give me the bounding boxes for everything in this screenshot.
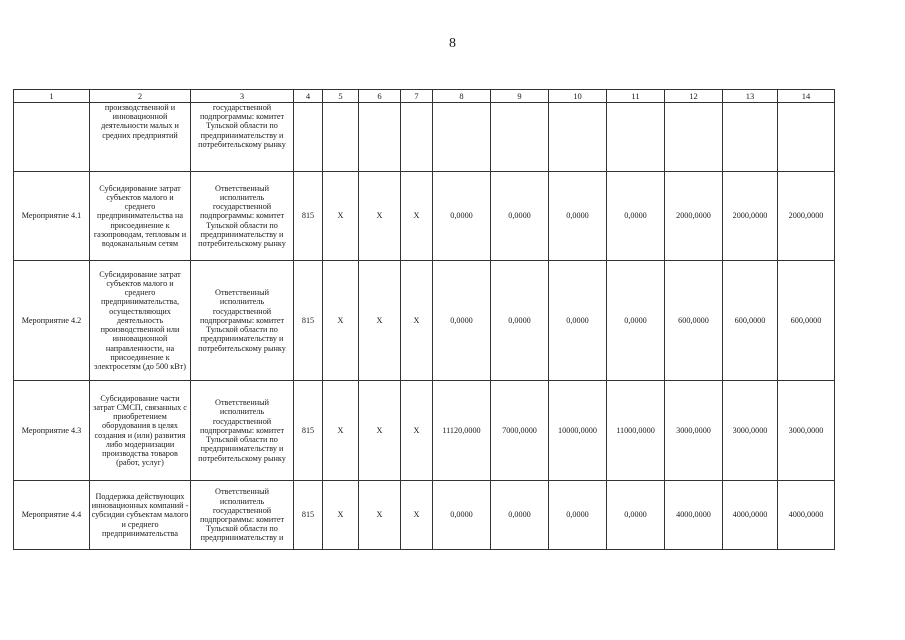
header-cell: 10 bbox=[549, 90, 607, 103]
value-cell bbox=[723, 103, 778, 172]
value-cell: 4000,0000 bbox=[723, 481, 778, 550]
event-cell: Мероприятие 4.4 bbox=[14, 481, 90, 550]
value-cell bbox=[778, 103, 835, 172]
value-cell: 0,0000 bbox=[607, 481, 665, 550]
code-cell: 815 bbox=[294, 481, 323, 550]
x-cell: X bbox=[359, 172, 401, 261]
value-cell: 0,0000 bbox=[549, 261, 607, 381]
value-cell: 11120,0000 bbox=[433, 381, 491, 481]
header-cell: 12 bbox=[665, 90, 723, 103]
value-cell: 0,0000 bbox=[433, 261, 491, 381]
value-cell: 11000,0000 bbox=[607, 381, 665, 481]
code-cell: 815 bbox=[294, 261, 323, 381]
value-cell: 2000,0000 bbox=[723, 172, 778, 261]
table-row bbox=[14, 172, 835, 261]
value-cell bbox=[491, 103, 549, 172]
description-cell: Субсидирование затрат субъектов малого и среднего предпринимательства, осуществляющих деятельность производственной или инновационной направленности, на присоединение к электросетям (до 500 кВт) bbox=[90, 261, 191, 381]
event-cell: Мероприятие 4.2 bbox=[14, 261, 90, 381]
x-cell: X bbox=[323, 481, 359, 550]
value-cell: 10000,0000 bbox=[549, 381, 607, 481]
x-cell: X bbox=[323, 172, 359, 261]
event-cell: Мероприятие 4.1 bbox=[14, 172, 90, 261]
value-cell bbox=[607, 103, 665, 172]
code-cell: 815 bbox=[294, 381, 323, 481]
responsible-cell: Ответственный исполнитель государственной подпрограммы: комитет Тульской области по предпринимательству и потребительскому рынку bbox=[191, 381, 294, 481]
x-cell bbox=[323, 103, 359, 172]
value-cell: 0,0000 bbox=[607, 172, 665, 261]
value-cell: 2000,0000 bbox=[665, 172, 723, 261]
x-cell: X bbox=[359, 381, 401, 481]
description-cell: Субсидирование части затрат СМСП, связанных с приобретением оборудования в целях создания и (или) развития либо модернизации производства товаров (работ, услуг) bbox=[90, 381, 191, 481]
header-cell: 7 bbox=[401, 90, 433, 103]
header-cell: 4 bbox=[294, 90, 323, 103]
x-cell: X bbox=[401, 172, 433, 261]
x-cell: X bbox=[359, 481, 401, 550]
x-cell bbox=[401, 103, 433, 172]
responsible-cell: государственной подпрограммы: комитет Тульской области по предпринимательству и потребительскому рынку bbox=[191, 103, 294, 172]
value-cell: 3000,0000 bbox=[778, 381, 835, 481]
table-row bbox=[14, 381, 835, 481]
value-cell: 600,0000 bbox=[665, 261, 723, 381]
responsible-cell: Ответственный исполнитель государственной подпрограммы: комитет Тульской области по предпринимательству и потребительскому рынку bbox=[191, 172, 294, 261]
event-cell: Мероприятие 4.3 bbox=[14, 381, 90, 481]
header-cell: 3 bbox=[191, 90, 294, 103]
value-cell bbox=[549, 103, 607, 172]
value-cell: 0,0000 bbox=[433, 172, 491, 261]
header-cell: 2 bbox=[90, 90, 191, 103]
header-cell: 6 bbox=[359, 90, 401, 103]
responsible-cell: Ответственный исполнитель государственной подпрограммы: комитет Тульской области по предпринимательству и bbox=[191, 481, 294, 550]
code-cell bbox=[294, 103, 323, 172]
x-cell: X bbox=[401, 481, 433, 550]
header-cell: 1 bbox=[14, 90, 90, 103]
description-cell: Субсидирование затрат субъектов малого и среднего предпринимательства на присоединение к газопроводам, тепловым и водоканальным сетям bbox=[90, 172, 191, 261]
description-cell: производственной и инновационной деятельности малых и средних предприятий bbox=[90, 103, 191, 172]
value-cell: 3000,0000 bbox=[723, 381, 778, 481]
table-row bbox=[14, 481, 835, 550]
header-cell: 9 bbox=[491, 90, 549, 103]
program-table bbox=[13, 89, 835, 550]
value-cell: 0,0000 bbox=[607, 261, 665, 381]
value-cell: 4000,0000 bbox=[778, 481, 835, 550]
x-cell bbox=[359, 103, 401, 172]
header-cell: 13 bbox=[723, 90, 778, 103]
header-cell: 5 bbox=[323, 90, 359, 103]
x-cell: X bbox=[401, 381, 433, 481]
description-cell: Поддержка действующих инновационных компаний - субсидии субъектам малого и среднего предпринимательства bbox=[90, 481, 191, 550]
responsible-cell: Ответственный исполнитель государственной подпрограммы: комитет Тульской области по предпринимательству и потребительскому рынку bbox=[191, 261, 294, 381]
value-cell: 0,0000 bbox=[491, 261, 549, 381]
event-cell bbox=[14, 103, 90, 172]
value-cell: 4000,0000 bbox=[665, 481, 723, 550]
value-cell: 600,0000 bbox=[723, 261, 778, 381]
x-cell: X bbox=[359, 261, 401, 381]
page-number: 8 bbox=[449, 36, 456, 51]
value-cell: 7000,0000 bbox=[491, 381, 549, 481]
value-cell: 0,0000 bbox=[491, 172, 549, 261]
code-cell: 815 bbox=[294, 172, 323, 261]
table-row bbox=[14, 103, 835, 172]
value-cell: 2000,0000 bbox=[778, 172, 835, 261]
table-row bbox=[14, 261, 835, 381]
value-cell: 3000,0000 bbox=[665, 381, 723, 481]
value-cell: 0,0000 bbox=[491, 481, 549, 550]
value-cell: 0,0000 bbox=[433, 481, 491, 550]
header-row bbox=[14, 90, 835, 103]
header-cell: 8 bbox=[433, 90, 491, 103]
value-cell: 0,0000 bbox=[549, 172, 607, 261]
value-cell bbox=[433, 103, 491, 172]
value-cell: 600,0000 bbox=[778, 261, 835, 381]
header-cell: 11 bbox=[607, 90, 665, 103]
x-cell: X bbox=[323, 261, 359, 381]
x-cell: X bbox=[401, 261, 433, 381]
value-cell: 0,0000 bbox=[549, 481, 607, 550]
value-cell bbox=[665, 103, 723, 172]
header-cell: 14 bbox=[778, 90, 835, 103]
x-cell: X bbox=[323, 381, 359, 481]
